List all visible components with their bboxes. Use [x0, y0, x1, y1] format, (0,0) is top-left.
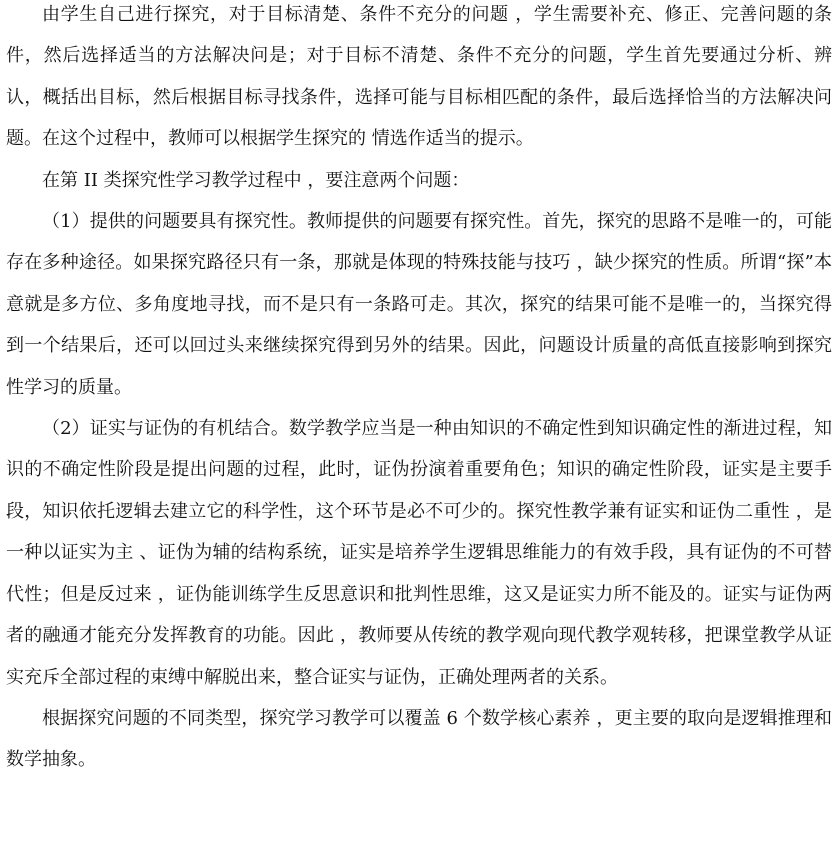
paragraph-type-ii-intro: 在第 II 类探究性学习教学过程中 ，要注意两个问题： — [42, 169, 470, 191]
paragraph-inquiry-guidance: 由学生自己进行探究，对于目标清楚、条件不充分的问题 ，学生需要补充、修正、完善问题的条件，然后选择适当的方法解决问是；对于目标不清楚、条件不充分的问题，学生首先要通过分析、辨认，概括出目标，然后根据目标寻找条件，选择可能与目标相匹配的条件，最后选择恰当的方法解决问题。在这个过程中，教师可以根据学生探究的 情选作适当的提示。 — [6, 4, 832, 150]
paragraph-point-2: （2）证实与证伪的有机结合。数学教学应当是一种由知识的不确定性到知识确定性的渐进过程，知识的不确定性阶段是提出问题的过程，此时，证伪扮演着重要角色；知识的确定性阶段，证实是主要手段，知识依托逻辑去建立它的科学性，这个环节是必不可少的。探究性教学兼有证实和证伪二重性 ，是一种以证实为主 、证伪为辅的结构系统，证实是培养学生逻辑思维能力的有效手段，具有证伪的不可替代性；但是反过来 ，证伪能训练学生反思意识和批判性思维，这又是证实力所不能及的。证实与证伪两者的融通才能充分发挥教育的功能。因此 ，教师要从传统的教学观向现代教学观转移，把课堂教学从证实充斥全部过程的束缚中解脱出来，整合证实与证伪，正确处理两者的关系。 — [6, 418, 832, 688]
paragraph-point-1: （1）提供的问题要具有探究性。教师提供的问题要有探究性。首先，探究的思路不是唯一的，可能存在多种途径。如果探究路径只有一条，那就是体现的特殊技能与技巧 ，缺少探究的性质。所谓“探”本意就是多方位、多角度地寻找，而不是只有一条路可走。其次，探究的结果可能不是唯一的，当探究得到一个结果后，还可以回过头来继续探究得到另外的结果。因此，问题设计质量的高低直接影响到探究性学习的质量。 — [6, 211, 832, 398]
paragraph-conclusion: 根据探究问题的不同类型，探究学习教学可以覆盖 6 个数学核心素养 ，更主要的取向是逻辑推理和数学抽象。 — [6, 707, 832, 771]
